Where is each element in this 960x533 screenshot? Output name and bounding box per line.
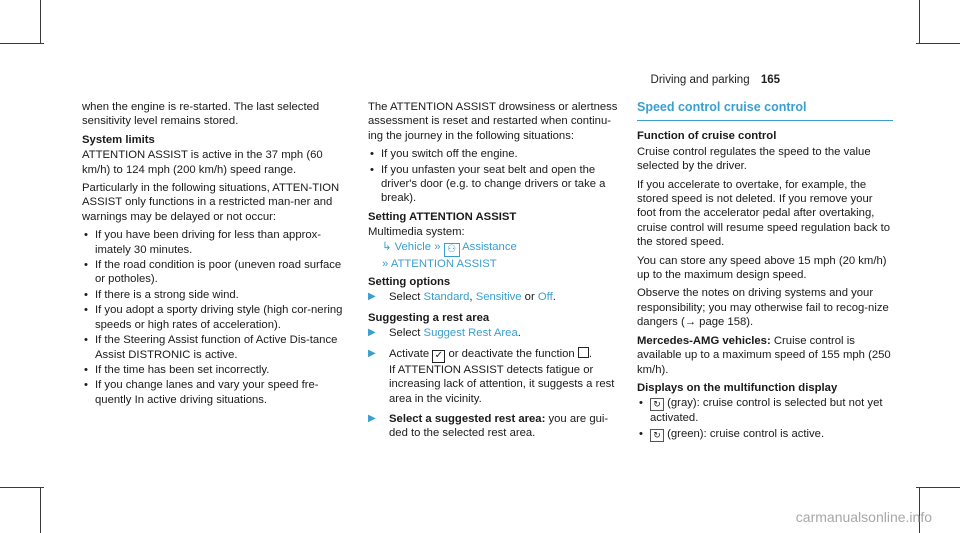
step-text: or deactivate the function — [448, 347, 575, 360]
step-text: Activate — [389, 347, 430, 360]
list-item: • If you unfasten your seat belt and open the driver's door (e.g. to change drivers or take a break). — [368, 163, 620, 206]
list-item: • If the road condition is poor (uneven road surface or potholes). — [82, 258, 350, 287]
page-number: 165 — [760, 74, 780, 86]
step-select-suggest — [368, 326, 620, 340]
menu-path-2 — [368, 257, 620, 271]
step-activate — [368, 347, 620, 406]
step-arrow-icon: ▶ — [368, 291, 376, 303]
step-detail: If ATTENTION ASSIST detects fatigue or increasing lack of attention, it suggests a rest area in the vicinity. — [389, 363, 615, 405]
amg-text: Cruise control is available up to a maximum speed of 155 mph (250 km/h). — [637, 334, 891, 376]
list-item: • If you switch off the engine. — [368, 147, 620, 161]
paragraph: The ATTENTION ASSIST drowsiness or alertness assessment is reset and restarted when continu-ing the journey in the following situations: — [368, 101, 618, 142]
watermark: carmanualsonline.info — [795, 509, 932, 525]
punct: , — [469, 291, 473, 304]
checkbox-empty-icon — [578, 347, 589, 358]
list-item — [637, 427, 893, 442]
menu-path — [368, 240, 620, 257]
limits-list — [82, 228, 350, 407]
list-text: (green): cruise control is active. — [667, 427, 825, 440]
step-text: Select — [389, 291, 421, 304]
menu-attention-assist[interactable]: ATTENTION ASSIST — [390, 257, 497, 270]
crop-mark — [0, 43, 44, 44]
paragraph: ATTENTION ASSIST is active in the 37 mph (60 km/h) to 124 mph (200 km/h) speed range. — [82, 149, 323, 176]
car-icon: ⚇ — [444, 243, 460, 257]
list-item: • If you adopt a sporty driving style (high cor-nering speeds or high rates of acceleration). — [82, 303, 350, 332]
reset-list — [368, 147, 620, 206]
crop-mark — [916, 43, 960, 44]
column-1 — [82, 100, 350, 408]
punct: . — [588, 347, 592, 360]
step-select-option — [368, 290, 620, 304]
multimedia-label: Multimedia system: — [368, 226, 465, 239]
crop-mark — [919, 0, 920, 44]
checkbox-checked-icon: ✓ — [432, 350, 445, 363]
paragraph: when the engine is re-started. The last selected sensitivity level remains stored. — [82, 101, 320, 128]
option-standard[interactable]: Standard — [423, 291, 470, 304]
paragraph: Particularly in the following situations, ATTEN-TION ASSIST only functions in a restricted man-ner and warnings may be delayed or not occur: — [82, 182, 340, 223]
cruise-control-gray-icon: ↻ — [650, 398, 664, 411]
column-3 — [637, 100, 893, 443]
list-item — [637, 396, 893, 425]
list-item: • If you change lanes and vary your speed fre-quently In active driving situations. — [82, 378, 350, 407]
display-list — [637, 396, 893, 441]
crop-mark — [0, 487, 44, 488]
step-text: or — [524, 291, 535, 304]
heading-setting-options: Setting options — [368, 276, 451, 289]
option-sensitive[interactable]: Sensitive — [475, 291, 522, 304]
punct: . — [517, 327, 521, 340]
page-header — [651, 74, 780, 86]
menu-assistance[interactable]: Assistance — [462, 240, 517, 253]
heading-setting-attention-assist: Setting ATTENTION ASSIST — [368, 210, 517, 223]
crop-mark — [40, 0, 41, 44]
list-item: • If you have been driving for less than approx-imately 30 minutes. — [82, 228, 350, 257]
option-off[interactable]: Off — [537, 291, 553, 304]
column-2 — [368, 100, 620, 447]
cruise-control-green-icon: ↻ — [650, 429, 664, 442]
step-arrow-icon: ▶ — [368, 327, 376, 339]
crop-mark — [916, 487, 960, 488]
path-arrow-icon: ↳ — [382, 240, 392, 253]
paragraph: Observe the notes on driving systems and your responsibility; you may otherwise fail to recog-nize dangers (→ page 158). — [637, 287, 889, 329]
suggest-rest-area-link[interactable]: Suggest Rest Area — [423, 327, 518, 340]
step-arrow-icon: ▶ — [368, 347, 376, 359]
path-separator-icon: » — [382, 257, 389, 270]
section-title: Speed control cruise control — [637, 100, 893, 121]
step-text: you are gui-ded to the selected rest area. — [389, 412, 609, 440]
list-text: (gray): cruise control is selected but not yet activated. — [650, 397, 883, 425]
punct: . — [552, 291, 556, 304]
step-arrow-icon: ▶ — [368, 412, 376, 424]
paragraph: Cruise control regulates the speed to the value selected by the driver. — [637, 145, 871, 173]
crop-mark — [40, 487, 41, 533]
heading-function: Function of cruise control — [637, 130, 777, 143]
menu-vehicle[interactable]: Vehicle — [394, 240, 432, 253]
list-item: • If the time has been set incorrectly. — [82, 363, 350, 377]
list-item: • If there is a strong side wind. — [82, 288, 350, 302]
paragraph-amg — [637, 334, 893, 377]
heading-suggesting-rest-area: Suggesting a rest area — [368, 311, 490, 324]
heading-system-limits: System limits — [82, 133, 155, 146]
list-item: • If the Steering Assist function of Active Dis-tance Assist DISTRONIC is active. — [82, 333, 350, 362]
step-bold: Select a suggested rest area: — [389, 412, 546, 425]
amg-label: Mercedes-AMG vehicles: — [637, 334, 771, 347]
path-separator-icon: » — [434, 240, 441, 253]
step-select-rest-area — [368, 412, 620, 441]
paragraph: If you accelerate to overtake, for example, the stored speed is not deleted. If you remove your foot from the accelerator pedal after overtaking, cruise control will resume speed regulation back to the stored speed. — [637, 178, 891, 249]
paragraph: You can store any speed above 15 mph (20 km/h) up to the maximum design speed. — [637, 254, 887, 282]
section-name: Driving and parking — [650, 74, 750, 86]
heading-displays: Displays on the multifunction display — [637, 381, 838, 394]
step-text: Select — [389, 327, 421, 340]
